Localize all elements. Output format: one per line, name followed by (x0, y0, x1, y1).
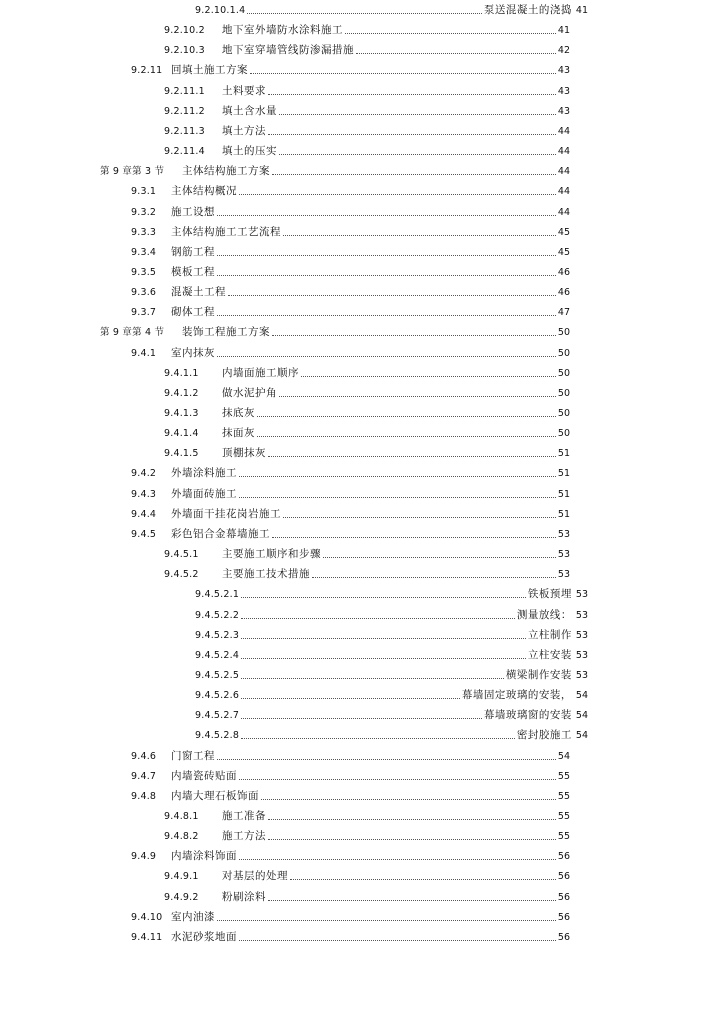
toc-entry-page: 43 (557, 65, 570, 76)
toc-entry-number: 9.4.5.2.5 (195, 670, 240, 681)
toc-entry-page: 42 (557, 45, 570, 56)
dot-leader (241, 657, 526, 659)
dot-leader (241, 617, 515, 619)
dot-leader (301, 375, 556, 377)
toc-entry[interactable] (164, 22, 570, 38)
toc-entry-page: 56 (557, 871, 570, 882)
toc-entry-title: 施工方法 (222, 830, 266, 842)
toc-entry[interactable] (164, 566, 570, 582)
toc-entry-number: 9.4.5.2.6 (195, 690, 240, 701)
toc-entry-page: 55 (557, 831, 570, 842)
toc-entry[interactable] (195, 607, 588, 623)
toc-entry-title: 装饰工程施工方案 (182, 326, 270, 338)
toc-entry[interactable] (164, 365, 570, 381)
toc-entry[interactable] (164, 889, 570, 905)
toc-entry-title: 室内油漆 (171, 911, 215, 923)
toc-entry[interactable] (195, 727, 588, 743)
toc-entry-number: 9.4.5.1 (164, 549, 199, 560)
dot-leader (241, 677, 504, 679)
toc-entry-page: 45 (557, 247, 570, 258)
toc-entry-title: 混凝土工程 (171, 286, 226, 298)
dot-leader (356, 52, 556, 54)
dot-leader (272, 173, 556, 175)
toc-entry[interactable] (131, 486, 570, 502)
toc-entry-number: 9.4.5.2 (164, 569, 199, 580)
toc-entry-number: 9.3.7 (131, 307, 157, 318)
toc-entry-page: 50 (557, 348, 570, 359)
toc-entry-page: 53 (557, 569, 570, 580)
toc-entry-page: 53 (575, 650, 588, 661)
toc-entry-page: 55 (557, 811, 570, 822)
toc-entry-number: 9.4.1 (131, 348, 157, 359)
dot-leader (272, 334, 556, 336)
toc-entry-page: 45 (557, 227, 570, 238)
dot-leader (345, 32, 556, 34)
toc-entry-number: 9.4.9 (131, 851, 157, 862)
toc-entry-title: 外墙面干挂花岗岩施工 (171, 508, 281, 520)
toc-entry-number: 9.4.8.1 (164, 811, 199, 822)
dot-leader (217, 355, 556, 357)
toc-entry-title: 水泥砂浆地面 (171, 931, 237, 943)
dot-leader (217, 254, 556, 256)
toc-entry-page: 54 (575, 730, 588, 741)
toc-entry[interactable] (195, 687, 588, 703)
toc-entry-title: 抹面灰 (222, 427, 255, 439)
dot-leader (312, 576, 556, 578)
toc-entry-page: 44 (557, 126, 570, 137)
toc-entry[interactable] (131, 345, 570, 361)
toc-entry[interactable] (131, 284, 570, 300)
toc-entry-page: 46 (557, 267, 570, 278)
toc-entry-number: 9.3.3 (131, 227, 157, 238)
toc-entry[interactable] (131, 506, 570, 522)
toc-entry-number: 9.2.11.3 (164, 126, 205, 137)
toc-entry[interactable] (195, 647, 588, 663)
toc-entry-number: 9.4.1.5 (164, 448, 199, 459)
dot-leader (268, 133, 556, 135)
dot-leader (217, 919, 556, 921)
toc-entry-number: 9.4.6 (131, 751, 157, 762)
toc-entry[interactable] (100, 324, 570, 340)
dot-leader (268, 93, 556, 95)
toc-entry-title: 做水泥护角 (222, 387, 277, 399)
toc-entry[interactable] (164, 83, 570, 99)
toc-entry-page: 56 (557, 892, 570, 903)
toc-entry-title: 回填土施工方案 (171, 64, 248, 76)
toc-entry[interactable] (131, 909, 570, 925)
toc-entry-page: 41 (557, 25, 570, 36)
toc-entry-number: 9.4.5.2.7 (195, 710, 240, 721)
toc-entry-title: 立柱安装 (527, 649, 572, 661)
toc-entry-page: 50 (557, 428, 570, 439)
dot-leader (239, 475, 556, 477)
dot-leader (217, 758, 556, 760)
toc-entry-page: 44 (557, 186, 570, 197)
toc-entry-title: 主体结构施工方案 (182, 165, 270, 177)
dot-leader (279, 153, 556, 155)
toc-entry-page: 50 (557, 327, 570, 338)
toc-entry-number: 9.4.8 (131, 791, 157, 802)
toc-entry-number: 9.4.1.4 (164, 428, 199, 439)
toc-entry[interactable] (131, 788, 570, 804)
dot-leader (217, 214, 556, 216)
toc-entry-number: 9.3.5 (131, 267, 157, 278)
toc-entry[interactable] (164, 143, 570, 159)
toc-entry-number: 9.4.4 (131, 509, 157, 520)
toc-entry[interactable] (195, 707, 588, 723)
toc-entry-title: 内墙面施工顺序 (222, 367, 299, 379)
toc-entry-page: 43 (557, 106, 570, 117)
toc-entry[interactable] (131, 304, 570, 320)
toc-entry-title: 内墙涂料饰面 (171, 850, 237, 862)
toc-entry-title: 密封胶施工 (516, 729, 572, 741)
dot-leader (228, 294, 556, 296)
dot-leader (239, 939, 556, 941)
toc-entry-title: 地下室穿墙管线防渗漏措施 (222, 44, 354, 56)
dot-leader (257, 415, 556, 417)
toc-entry-page: 51 (557, 448, 570, 459)
toc-entry-title: 主体结构施工工艺流程 (171, 226, 281, 238)
toc-entry-title: 外墙涂料施工 (171, 467, 237, 479)
toc-entry-page: 51 (557, 509, 570, 520)
toc-entry[interactable] (164, 808, 570, 824)
toc-entry-title: 填土含水量 (222, 105, 277, 117)
toc-entry-number: 9.4.2 (131, 468, 157, 479)
toc-entry-title: 门窗工程 (171, 750, 215, 762)
toc-entry-number: 9.2.11.2 (164, 106, 205, 117)
toc-entry-title: 室内抹灰 (171, 347, 215, 359)
toc-entry-title: 对基层的处理 (222, 870, 288, 882)
toc-entry-page: 44 (557, 146, 570, 157)
toc-entry-page: 54 (575, 690, 588, 701)
toc-entry[interactable] (195, 586, 588, 602)
dot-leader (268, 818, 556, 820)
dot-leader (279, 395, 556, 397)
dot-leader (241, 596, 526, 598)
toc-entry-title: 主体结构概况 (171, 185, 237, 197)
dot-leader (241, 637, 526, 639)
toc-entry-page: 53 (575, 610, 588, 621)
dot-leader (247, 12, 482, 14)
toc-entry-title: 泵送混凝土的浇捣 (483, 4, 572, 16)
toc-entry[interactable] (164, 828, 570, 844)
dot-leader (283, 234, 556, 236)
toc-entry-page: 51 (557, 489, 570, 500)
toc-entry[interactable] (131, 929, 570, 945)
toc-entry-page: 55 (557, 791, 570, 802)
toc-entry-page: 43 (557, 86, 570, 97)
toc-entry[interactable] (164, 405, 570, 421)
toc-entry-number: 9.4.5.2.8 (195, 730, 240, 741)
toc-entry-page: 54 (557, 751, 570, 762)
toc-entry[interactable] (164, 445, 570, 461)
toc-entry[interactable] (131, 748, 570, 764)
toc-entry[interactable] (131, 264, 570, 280)
toc-entry[interactable] (131, 204, 570, 220)
toc-entry[interactable] (131, 848, 570, 864)
dot-leader (283, 516, 556, 518)
toc-entry-title: 土料要求 (222, 85, 266, 97)
toc-entry-page: 50 (557, 408, 570, 419)
toc-entry-number: 9.2.10.2 (164, 25, 205, 36)
toc-entry-page: 56 (557, 932, 570, 943)
dot-leader (279, 113, 556, 115)
toc-entry[interactable] (195, 2, 588, 18)
toc-entry-number: 9.4.1.2 (164, 388, 199, 399)
toc-entry-number: 9.4.5.2.1 (195, 589, 240, 600)
toc-entry-title: 主要施工技术措施 (222, 568, 310, 580)
toc-entry-page: 53 (557, 549, 570, 560)
dot-leader (268, 899, 556, 901)
toc-entry-page: 44 (557, 166, 570, 177)
toc-entry-number: 9.2.11 (131, 65, 163, 76)
toc-entry-title: 施工设想 (171, 206, 215, 218)
dot-leader (268, 455, 556, 457)
toc-entry-page: 44 (557, 207, 570, 218)
toc-entry-title: 地下室外墙防水涂料施工 (222, 24, 343, 36)
toc-entry-page: 41 (575, 5, 588, 16)
toc-entry-number: 9.3.4 (131, 247, 157, 258)
toc-entry-page: 46 (557, 287, 570, 298)
dot-leader (323, 556, 556, 558)
toc-entry[interactable] (131, 526, 570, 542)
toc-entry-number: 9.3.6 (131, 287, 157, 298)
dot-leader (268, 838, 556, 840)
toc-entry-number: 9.4.5.2.2 (195, 610, 240, 621)
toc-entry[interactable] (131, 244, 570, 260)
toc-entry[interactable] (131, 62, 570, 78)
toc-entry-title: 内墙瓷砖贴面 (171, 770, 237, 782)
toc-entry-number: 9.2.11.1 (164, 86, 205, 97)
toc-entry[interactable] (131, 465, 570, 481)
toc-entry-page: 53 (557, 529, 570, 540)
toc-entry-title: 内墙大理石板饰面 (171, 790, 259, 802)
toc-entry-page: 53 (575, 630, 588, 641)
toc-entry-title: 砌体工程 (171, 306, 215, 318)
dot-leader (241, 697, 460, 699)
toc-entry-page: 50 (557, 368, 570, 379)
toc-entry-title: 外墙面砖施工 (171, 488, 237, 500)
toc-entry-page: 50 (557, 388, 570, 399)
toc-entry[interactable] (164, 103, 570, 119)
toc-entry-title: 测量放线： (516, 609, 572, 621)
toc-entry-page: 54 (575, 710, 588, 721)
toc-entry-number: 9.2.11.4 (164, 146, 205, 157)
toc-entry-title: 抹底灰 (222, 407, 255, 419)
toc-entry-title: 填土方法 (222, 125, 266, 137)
dot-leader (217, 314, 556, 316)
toc-entry-number: 9.4.5 (131, 529, 157, 540)
toc-entry[interactable] (164, 546, 570, 562)
toc-entry-number: 第 9 章第 3 节 (100, 166, 165, 177)
toc-entry-number: 9.3.1 (131, 186, 157, 197)
dot-leader (239, 193, 556, 195)
toc-entry-number: 9.4.8.2 (164, 831, 199, 842)
toc-entry-page: 53 (575, 589, 588, 600)
dot-leader (261, 798, 556, 800)
toc-entry[interactable] (195, 627, 588, 643)
toc-entry[interactable] (131, 768, 570, 784)
toc-entry[interactable] (164, 42, 570, 58)
toc-entry-number: 9.4.7 (131, 771, 157, 782)
toc-entry-number: 9.3.2 (131, 207, 157, 218)
toc-entry[interactable] (164, 123, 570, 139)
toc-entry-title: 幕墙玻璃窗的安装 (483, 709, 572, 721)
toc-entry-number: 9.4.9.1 (164, 871, 199, 882)
toc-entry-page: 56 (557, 912, 570, 923)
toc-entry-page: 47 (557, 307, 570, 318)
toc-entry[interactable] (195, 667, 588, 683)
toc-entry-title: 填土的压实 (222, 145, 277, 157)
dot-leader (239, 858, 556, 860)
toc-entry-number: 9.2.10.1.4 (195, 5, 246, 16)
toc-entry-number: 9.4.3 (131, 489, 157, 500)
toc-entry-number: 9.4.1.3 (164, 408, 199, 419)
toc-entry[interactable] (100, 163, 570, 179)
toc-entry[interactable] (164, 868, 570, 884)
toc-entry-page: 56 (557, 851, 570, 862)
dot-leader (272, 536, 556, 538)
dot-leader (257, 435, 556, 437)
dot-leader (217, 274, 556, 276)
dot-leader (241, 717, 482, 719)
toc-entry-title: 模板工程 (171, 266, 215, 278)
toc-entry-number: 9.4.9.2 (164, 892, 199, 903)
dot-leader (250, 72, 556, 74)
toc-entry-page: 55 (557, 771, 570, 782)
toc-entry-page: 53 (575, 670, 588, 681)
toc-entry[interactable] (131, 183, 570, 199)
toc-entry-title: 立柱制作 (527, 629, 572, 641)
toc-entry-number: 9.4.11 (131, 932, 163, 943)
toc-entry-title: 铁板预埋 (527, 588, 572, 600)
toc-entry-page: 51 (557, 468, 570, 479)
toc-entry-title: 施工准备 (222, 810, 266, 822)
toc-entry-title: 横梁制作安装 (505, 669, 572, 681)
dot-leader (239, 778, 556, 780)
toc-entry-number: 9.4.10 (131, 912, 163, 923)
toc-entry-number: 第 9 章第 4 节 (100, 327, 165, 338)
toc-entry[interactable] (131, 224, 570, 240)
dot-leader (290, 878, 556, 880)
toc-entry-number: 9.2.10.3 (164, 45, 205, 56)
toc-entry-title: 钢筋工程 (171, 246, 215, 258)
dot-leader (239, 496, 556, 498)
toc-entry[interactable] (164, 385, 570, 401)
toc-entry-title: 粉刷涂料 (222, 891, 266, 903)
toc-entry[interactable] (164, 425, 570, 441)
toc-entry-number: 9.4.5.2.4 (195, 650, 240, 661)
toc-entry-number: 9.4.5.2.3 (195, 630, 240, 641)
toc-entry-title: 彩色铝合金幕墙施工 (171, 528, 270, 540)
toc-entry-number: 9.4.1.1 (164, 368, 199, 379)
toc-entry-title: 主要施工顺序和步骤 (222, 548, 321, 560)
toc-entry-title: 幕墙固定玻璃的安装， (461, 689, 572, 701)
dot-leader (241, 737, 515, 739)
toc-entry-title: 顶棚抹灰 (222, 447, 266, 459)
